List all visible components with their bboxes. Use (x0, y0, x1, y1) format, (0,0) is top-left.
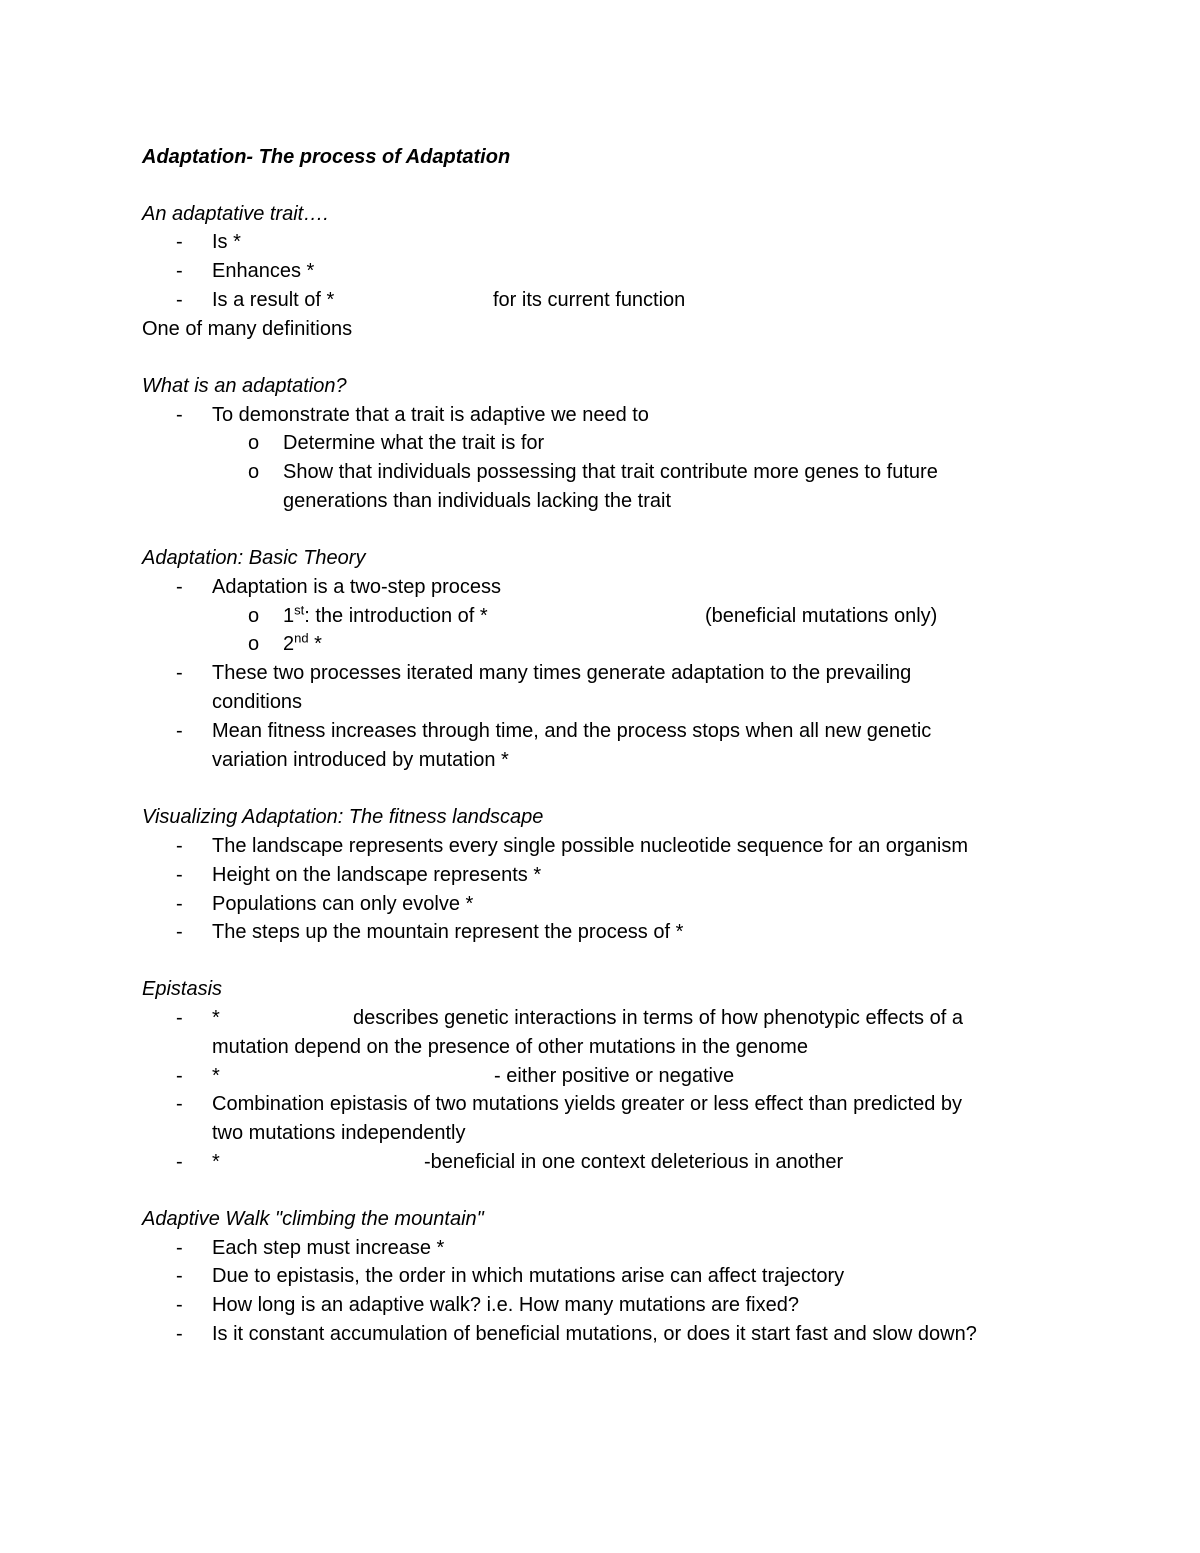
bullet-marker: o (248, 432, 260, 454)
dash-marker: - (176, 231, 183, 253)
list-item: To demonstrate that a trait is adaptive we need to (212, 404, 649, 426)
sub-list-item-cont: generations than individuals lacking the trait (283, 490, 672, 512)
list-item: Height on the landscape represents * (212, 864, 542, 886)
blank-marker: * (212, 1151, 220, 1173)
ordinal-suffix: st (294, 602, 305, 618)
dash-marker: - (176, 1065, 183, 1087)
list-item: These two processes iterated many times generate adaptation to the prevailing (212, 662, 912, 684)
sub-list-text: : the introduction of * (304, 605, 488, 627)
sub-list-item: Show that individuals possessing that trait contribute more genes to future (283, 461, 938, 483)
dash-marker: - (176, 864, 183, 886)
sub-list-item (283, 602, 488, 630)
list-item-cont: variation introduced by mutation * (212, 749, 509, 771)
dash-marker: - (176, 1007, 183, 1029)
dash-marker: - (176, 662, 183, 684)
section-heading-basic-theory: Adaptation: Basic Theory (142, 547, 366, 569)
section-heading-adaptive-walk: Adaptive Walk "climbing the mountain" (142, 1208, 484, 1230)
list-item: The landscape represents every single possible nucleotide sequence for an organism (212, 835, 969, 857)
dash-marker: - (176, 1237, 183, 1259)
dash-marker: - (176, 404, 183, 426)
definition-note: One of many definitions (142, 318, 353, 340)
dash-marker: - (176, 576, 183, 598)
section-heading-fitness-landscape: Visualizing Adaptation: The fitness landscape (142, 806, 544, 828)
dash-marker: - (176, 893, 183, 915)
dash-marker: - (176, 1323, 183, 1345)
sub-list-item (283, 630, 322, 658)
list-item: Is a result of * (212, 289, 335, 311)
list-item: Each step must increase * (212, 1237, 445, 1259)
blank-marker: * (212, 1007, 220, 1029)
ordinal-number: 1 (283, 605, 295, 627)
section-heading-epistasis: Epistasis (142, 978, 223, 1000)
list-item: -beneficial in one context deleterious in another (424, 1151, 844, 1173)
sub-list-item-tail: (beneficial mutations only) (705, 605, 938, 627)
ordinal-suffix: nd (294, 630, 309, 646)
list-item: Populations can only evolve * (212, 893, 474, 915)
dash-marker: - (176, 260, 183, 282)
dash-marker: - (176, 289, 183, 311)
bullet-marker: o (248, 461, 260, 483)
bullet-marker: o (248, 605, 260, 627)
list-item: - either positive or negative (494, 1065, 735, 1087)
list-item: The steps up the mountain represent the process of * (212, 921, 684, 943)
document-title: Adaptation- The process of Adaptation (142, 146, 511, 168)
section-heading-what-is-adaptation: What is an adaptation? (142, 375, 347, 397)
list-item: Is * (212, 231, 241, 253)
blank-marker: * (212, 1065, 220, 1087)
sub-list-text: * (308, 633, 322, 655)
bullet-marker: o (248, 633, 260, 655)
list-item: How long is an adaptive walk? i.e. How many mutations are fixed? (212, 1294, 799, 1316)
list-item-cont: mutation depend on the presence of other mutations in the genome (212, 1036, 808, 1058)
dash-marker: - (176, 1093, 183, 1115)
dash-marker: - (176, 835, 183, 857)
list-item: Is it constant accumulation of beneficial mutations, or does it start fast and slow down? (212, 1323, 977, 1345)
list-item: Enhances * (212, 260, 315, 282)
dash-marker: - (176, 921, 183, 943)
sub-list-item: Determine what the trait is for (283, 432, 545, 454)
dash-marker: - (176, 1294, 183, 1316)
list-item: Mean fitness increases through time, and the process stops when all new genetic (212, 720, 932, 742)
list-item: Combination epistasis of two mutations yields greater or less effect than predicted by (212, 1093, 963, 1115)
section-heading-adaptive-trait: An adaptative trait…. (142, 203, 329, 225)
dash-marker: - (176, 1151, 183, 1173)
list-item-cont: two mutations independently (212, 1122, 466, 1144)
list-item: Adaptation is a two-step process (212, 576, 502, 598)
ordinal-number: 2 (283, 633, 295, 655)
list-item: describes genetic interactions in terms of how phenotypic effects of a (353, 1007, 963, 1029)
list-item-cont: conditions (212, 691, 303, 713)
list-item: Due to epistasis, the order in which mutations arise can affect trajectory (212, 1265, 845, 1287)
list-item-tail: for its current function (493, 289, 686, 311)
dash-marker: - (176, 720, 183, 742)
dash-marker: - (176, 1265, 183, 1287)
